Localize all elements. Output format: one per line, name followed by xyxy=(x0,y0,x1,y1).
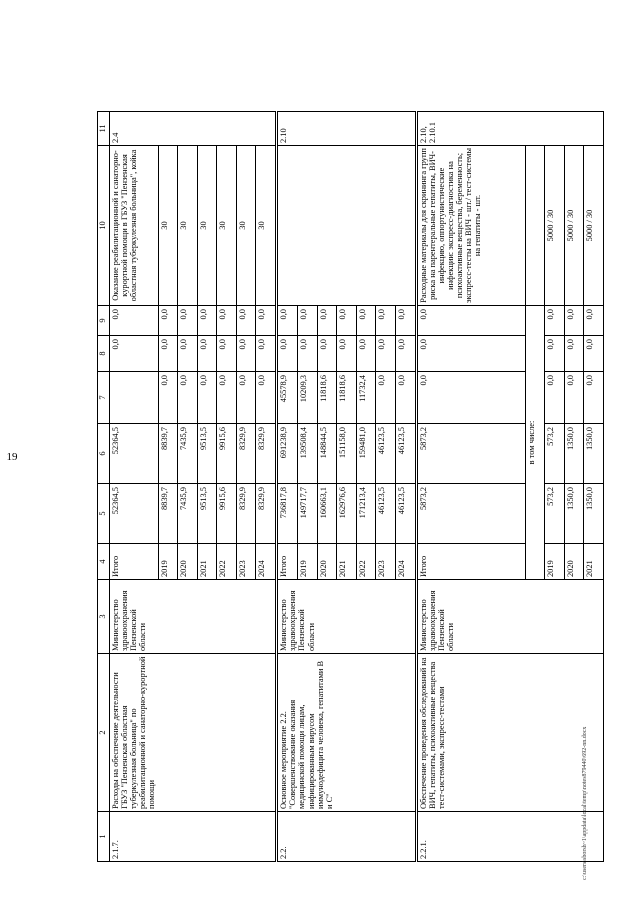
measure-name: Расходы на обеспечение деятельности ГБУЗ "Пензенская областная туберкулезная больница" по реабилитационной и санаторно-курортной помощи xyxy=(110,654,277,812)
year-value: 573,2 xyxy=(545,484,564,544)
year-value: 0,0 xyxy=(197,306,216,336)
total-value: 52364,5 xyxy=(110,484,159,544)
year-value: 1350,0 xyxy=(564,484,583,544)
year-value: 0,0 xyxy=(564,372,583,424)
column-number-cell: 10 xyxy=(98,146,110,306)
year-value: 0,0 xyxy=(376,372,395,424)
year-value: 0,0 xyxy=(337,306,356,336)
indicator-ref: 2.4 xyxy=(110,112,277,146)
year-value: 0,0 xyxy=(236,336,255,372)
column-number-cell: 4 xyxy=(98,544,110,580)
indicator-spacer xyxy=(525,146,544,306)
total-value: 5873,2 xyxy=(416,424,525,484)
indicator-value: 30 xyxy=(217,146,236,306)
year-value: 0,0 xyxy=(395,336,416,372)
total-value: 5873,2 xyxy=(416,484,525,544)
year-value: 11818,6 xyxy=(317,372,336,424)
year-value: 160663,1 xyxy=(317,484,336,544)
year-value: 0,0 xyxy=(317,336,336,372)
year-cell: 2022 xyxy=(356,544,375,580)
year-value: 0,0 xyxy=(545,336,564,372)
year-value: 0,0 xyxy=(217,372,236,424)
indicator-value: 30 xyxy=(197,146,216,306)
section-total-row xyxy=(277,0,298,862)
year-value: 0,0 xyxy=(236,372,255,424)
year-value: 148844,5 xyxy=(317,424,336,484)
year-value: 0,0 xyxy=(317,306,336,336)
year-cell: 2021 xyxy=(584,544,604,580)
year-value: 1350,0 xyxy=(584,424,604,484)
year-value: 0,0 xyxy=(256,306,277,336)
section-total-row xyxy=(110,0,159,862)
year-value: 0,0 xyxy=(545,306,564,336)
year-value: 8329,9 xyxy=(256,424,277,484)
year-value: 11818,6 xyxy=(337,372,356,424)
column-number-cell: 6 xyxy=(98,424,110,484)
year-value: 0,0 xyxy=(217,336,236,372)
total-value: 45578,9 xyxy=(277,372,298,424)
year-value: 0,0 xyxy=(564,336,583,372)
year-value: 8839,7 xyxy=(158,484,177,544)
year-value: 0,0 xyxy=(337,336,356,372)
year-value: 0,0 xyxy=(356,336,375,372)
year-value: 162976,6 xyxy=(337,484,356,544)
year-value: 0,0 xyxy=(256,372,277,424)
year-value: 573,2 xyxy=(545,424,564,484)
row-number: 2.2. xyxy=(277,812,417,862)
total-value: 691238,9 xyxy=(277,424,298,484)
year-cell: 2021 xyxy=(197,544,216,580)
indicator-value: 30 xyxy=(256,146,277,306)
column-number-cell: 7 xyxy=(98,372,110,424)
year-value: 8329,9 xyxy=(256,484,277,544)
year-value: 0,0 xyxy=(584,372,604,424)
year-value: 139508,4 xyxy=(298,424,317,484)
executor-cell: Министерство здравоохранения Пензенской области xyxy=(110,580,277,654)
year-value: 0,0 xyxy=(217,306,236,336)
column-number-cell: 5 xyxy=(98,484,110,544)
year-cell: 2020 xyxy=(317,544,336,580)
total-value: 0,0 xyxy=(416,306,525,336)
executor-cell: Министерство здравоохранения Пензенской области xyxy=(277,580,417,654)
year-value: 0,0 xyxy=(356,306,375,336)
year-value: 9915,6 xyxy=(217,424,236,484)
footer-file-path: c:\users\sborsh~1\appdata\local\temp\notes879440\692-nn.docx xyxy=(582,726,588,880)
indicator-description: Оказание реабилитационной и санаторно-курортной помощи в ГБУЗ "Пензенская областная туберкулезная больница", койка xyxy=(110,146,159,306)
year-cell: 2023 xyxy=(236,544,255,580)
column-number-cell: 3 xyxy=(98,580,110,654)
total-value: 0,0 xyxy=(110,306,159,336)
total-value xyxy=(110,372,159,424)
year-value: 46123,5 xyxy=(376,424,395,484)
year-value: 8329,9 xyxy=(236,484,255,544)
indicator-value: 5000 / 30 xyxy=(584,146,604,306)
year-value: 46123,5 xyxy=(395,484,416,544)
year-cell: 2019 xyxy=(298,544,317,580)
year-value: 0,0 xyxy=(158,372,177,424)
year-value: 0,0 xyxy=(298,336,317,372)
total-value: 0,0 xyxy=(416,336,525,372)
year-value: 0,0 xyxy=(178,306,197,336)
year-value: 0,0 xyxy=(298,306,317,336)
year-value: 0,0 xyxy=(158,336,177,372)
year-value: 0,0 xyxy=(395,306,416,336)
year-value: 0,0 xyxy=(256,336,277,372)
year-value: 0,0 xyxy=(197,336,216,372)
year-value: 0,0 xyxy=(564,306,583,336)
indicator-ref: 2.10 xyxy=(277,112,417,146)
year-value: 149717,7 xyxy=(298,484,317,544)
indicator-value: 30 xyxy=(178,146,197,306)
year-value: 10209,3 xyxy=(298,372,317,424)
year-value: 0,0 xyxy=(584,306,604,336)
year-value: 9915,6 xyxy=(217,484,236,544)
year-value: 0,0 xyxy=(197,372,216,424)
column-number-cell: 2 xyxy=(98,654,110,812)
indicator-value: 30 xyxy=(158,146,177,306)
year-value: 0,0 xyxy=(178,372,197,424)
year-value: 0,0 xyxy=(376,306,395,336)
year-value: 8329,9 xyxy=(236,424,255,484)
year-cell: 2021 xyxy=(337,544,356,580)
year-value: 1350,0 xyxy=(584,484,604,544)
year-value: 8839,7 xyxy=(158,424,177,484)
year-value: 7435,9 xyxy=(178,484,197,544)
column-number-cell: 9 xyxy=(98,306,110,336)
year-value: 171213,4 xyxy=(356,484,375,544)
indicator-description xyxy=(277,146,417,306)
year-cell: 2023 xyxy=(376,544,395,580)
year-cell: 2024 xyxy=(256,544,277,580)
total-value: 0,0 xyxy=(110,336,159,372)
year-cell: 2019 xyxy=(545,544,564,580)
column-number-cell: 11 xyxy=(98,112,110,146)
measure-name: Обеспечение проведения обследований на ВИЧ, гепатиты, психоактивные вещества тест-системами, экспресс-тестами xyxy=(416,654,603,812)
total-value: 0,0 xyxy=(277,336,298,372)
year-value: 0,0 xyxy=(158,306,177,336)
year-value: 1350,0 xyxy=(564,424,583,484)
indicator-value: 30 xyxy=(236,146,255,306)
year-value: 11732,4 xyxy=(356,372,375,424)
year-cell: 2020 xyxy=(564,544,583,580)
year-value: 0,0 xyxy=(178,336,197,372)
total-label: Итого xyxy=(277,544,298,580)
column-number-cell: 1 xyxy=(98,812,110,862)
indicator-value: 5000 / 30 xyxy=(545,146,564,306)
year-value: 9513,5 xyxy=(197,424,216,484)
year-cell: 2019 xyxy=(158,544,177,580)
year-value: 159481,0 xyxy=(356,424,375,484)
column-number-row xyxy=(98,0,110,862)
rotated-table-container xyxy=(97,14,604,862)
year-value: 46123,5 xyxy=(395,424,416,484)
year-cell: 2020 xyxy=(178,544,197,580)
section-total-row xyxy=(416,0,525,862)
page-number: 19 xyxy=(6,451,18,463)
indicator-description: Расходные материалы для скрининга групп риска на парентеральные гепатиты, ВИЧ-инфекцию, оппортунистические инфекции: экспресс-диагностика на психоактивные вещества, беременность; экспресс-тесты на ВИЧ - шт./ тест-системы на гепатиты - шт. xyxy=(416,146,525,306)
total-label: Итого xyxy=(110,544,159,580)
in-that-number-label: в том числе: xyxy=(525,306,544,580)
total-value: 0,0 xyxy=(277,306,298,336)
year-value: 0,0 xyxy=(236,306,255,336)
column-number-cell: 8 xyxy=(98,336,110,372)
total-label: Итого xyxy=(416,544,525,580)
year-value: 46123,5 xyxy=(376,484,395,544)
row-number: 2.2.1. xyxy=(416,812,603,862)
year-cell: 2024 xyxy=(395,544,416,580)
year-value: 7435,9 xyxy=(178,424,197,484)
row-number: 2.1.7. xyxy=(110,812,277,862)
year-value: 0,0 xyxy=(545,372,564,424)
year-value: 151158,0 xyxy=(337,424,356,484)
total-value: 736817,8 xyxy=(277,484,298,544)
indicator-ref: 2.10, 2.10.1 xyxy=(416,112,603,146)
year-value: 0,0 xyxy=(584,336,604,372)
year-value: 0,0 xyxy=(376,336,395,372)
total-value: 52364,5 xyxy=(110,424,159,484)
year-cell: 2022 xyxy=(217,544,236,580)
program-table xyxy=(97,0,604,862)
year-value: 0,0 xyxy=(395,372,416,424)
indicator-value: 5000 / 30 xyxy=(564,146,583,306)
executor-cell: Министерство здравоохранения Пензенской области xyxy=(416,580,603,654)
total-value: 0,0 xyxy=(416,372,525,424)
measure-name: Основное мероприятие 2.2. "Совершенствование оказания медицинской помощи лицам, инфицированным вирусом иммунодефицита человека, гепатитами В и С" xyxy=(277,654,417,812)
year-value: 9513,5 xyxy=(197,484,216,544)
